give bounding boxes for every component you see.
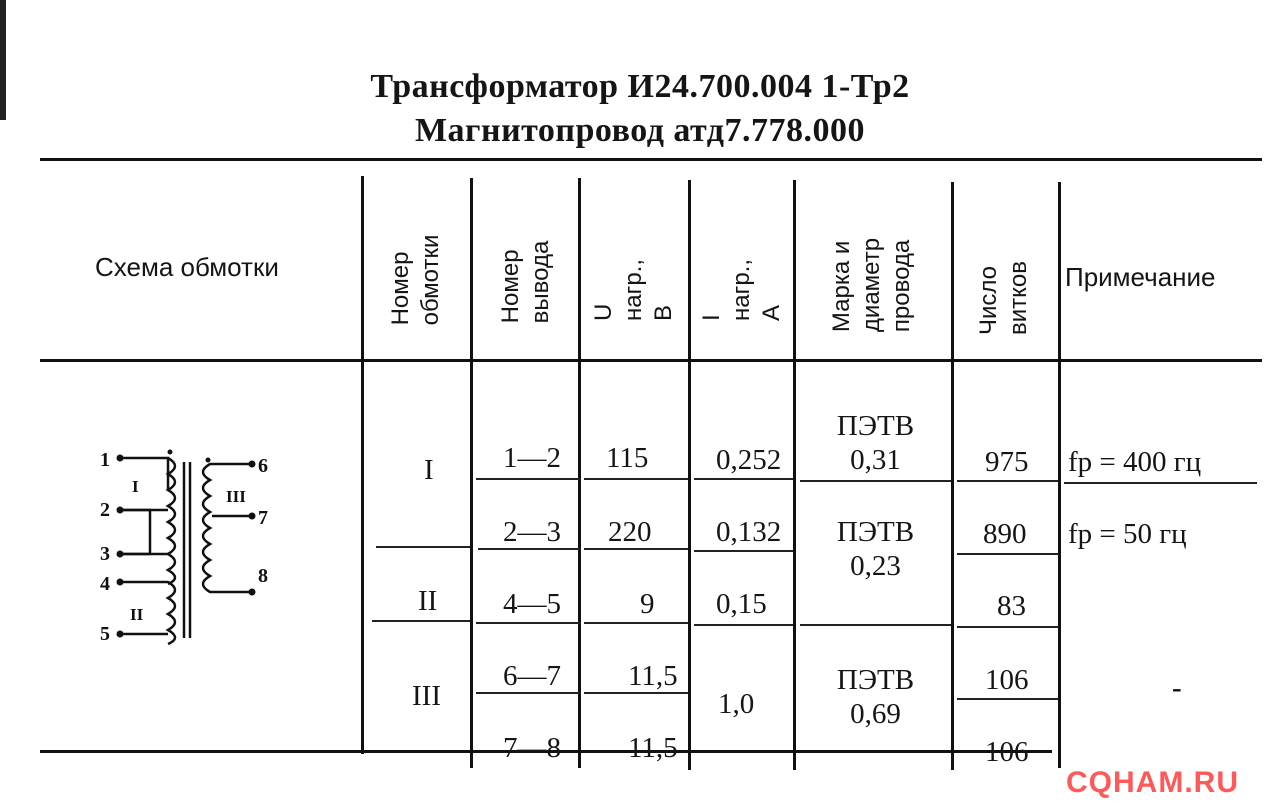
pin-label: 6	[258, 455, 268, 477]
header-terminal-number: Номер вывода	[497, 240, 554, 324]
winding-number-cell: III	[412, 680, 441, 712]
header-voltage: U нагр., В	[590, 258, 677, 322]
current-cell: 1,0	[718, 688, 755, 720]
current-cell: 0,252	[716, 444, 782, 476]
terminal-cell: 2—3	[503, 516, 561, 548]
wire-mark-cell: ПЭТВ	[836, 664, 915, 696]
row-rule	[957, 553, 1058, 555]
row-rule	[957, 480, 1058, 482]
pin-label: 8	[258, 565, 268, 587]
turns-cell: 106	[985, 736, 1029, 768]
terminal-cell: 1—2	[503, 442, 561, 474]
turns-cell: 890	[983, 518, 1027, 550]
column-divider	[470, 178, 473, 768]
winding-label: II	[130, 605, 144, 624]
row-rule	[584, 478, 688, 480]
terminal-cell: 7—8	[503, 732, 561, 764]
column-divider	[688, 180, 691, 770]
header-bottom-rule	[40, 359, 1262, 362]
terminal-cell: 4—5	[503, 588, 561, 620]
pin-label: 7	[258, 507, 268, 529]
row-rule	[957, 698, 1058, 700]
wire-mark-cell: ПЭТВ	[836, 516, 915, 548]
row-rule	[694, 478, 793, 480]
pin-label: 1	[100, 449, 110, 471]
pin-label: 5	[100, 623, 110, 645]
note-cell: fр = 50 гц	[1068, 518, 1187, 550]
pin-label: 2	[100, 499, 110, 521]
winding-number-cell: II	[418, 585, 438, 617]
document-title: Трансформатор И24.700.004 1-Тр2	[370, 68, 910, 105]
row-rule	[476, 478, 581, 480]
voltage-cell: 115	[606, 442, 649, 474]
pin-label: 3	[100, 543, 110, 565]
winding-number-cell: I	[424, 454, 434, 486]
note-cell: -	[1172, 672, 1182, 704]
voltage-cell: 220	[608, 516, 652, 548]
column-divider	[361, 176, 364, 754]
wire-diameter-cell: 0,31	[850, 444, 901, 476]
voltage-cell: 11,5	[628, 732, 678, 764]
header-wire: Марка и диаметр провода	[828, 237, 915, 333]
winding-schematic	[80, 430, 290, 660]
winding-label: III	[226, 487, 246, 506]
terminal-cell: 6—7	[503, 660, 561, 692]
header-current: I нагр., А	[698, 258, 785, 322]
wire-diameter-cell: 0,69	[850, 698, 901, 730]
row-rule	[800, 480, 951, 482]
header-schema: Схема обмотки	[95, 252, 279, 282]
header-winding-number: Номер обмотки	[387, 234, 444, 326]
row-rule	[584, 622, 688, 624]
table-top-rule	[40, 158, 1262, 161]
header-turns: Число витков	[975, 260, 1032, 336]
document-subtitle: Магнитопровод атд7.778.000	[414, 112, 866, 149]
current-cell: 0,15	[716, 588, 767, 620]
turns-cell: 106	[985, 664, 1029, 696]
winding-label: I	[132, 477, 139, 496]
current-cell: 0,132	[716, 516, 782, 548]
header-note: Примечание	[1065, 262, 1216, 292]
voltage-cell: 11,5	[628, 660, 678, 692]
column-divider	[578, 178, 581, 768]
row-rule	[694, 624, 793, 626]
watermark: CQHAM.RU	[1066, 766, 1239, 799]
row-rule	[800, 624, 951, 626]
column-divider	[793, 180, 796, 770]
row-rule	[372, 620, 470, 622]
row-rule	[476, 622, 581, 624]
note-cell: fр = 400 гц	[1068, 446, 1202, 478]
row-rule	[1064, 482, 1257, 484]
row-rule	[694, 550, 793, 552]
pin-label: 4	[100, 573, 110, 595]
column-divider	[1058, 182, 1061, 768]
turns-cell: 83	[997, 590, 1026, 622]
row-rule	[376, 546, 470, 548]
column-divider	[951, 182, 954, 770]
wire-mark-cell: ПЭТВ	[836, 410, 915, 442]
voltage-cell: 9	[640, 588, 655, 620]
wire-diameter-cell: 0,23	[850, 550, 901, 582]
turns-cell: 975	[985, 446, 1029, 478]
row-rule	[957, 626, 1058, 628]
